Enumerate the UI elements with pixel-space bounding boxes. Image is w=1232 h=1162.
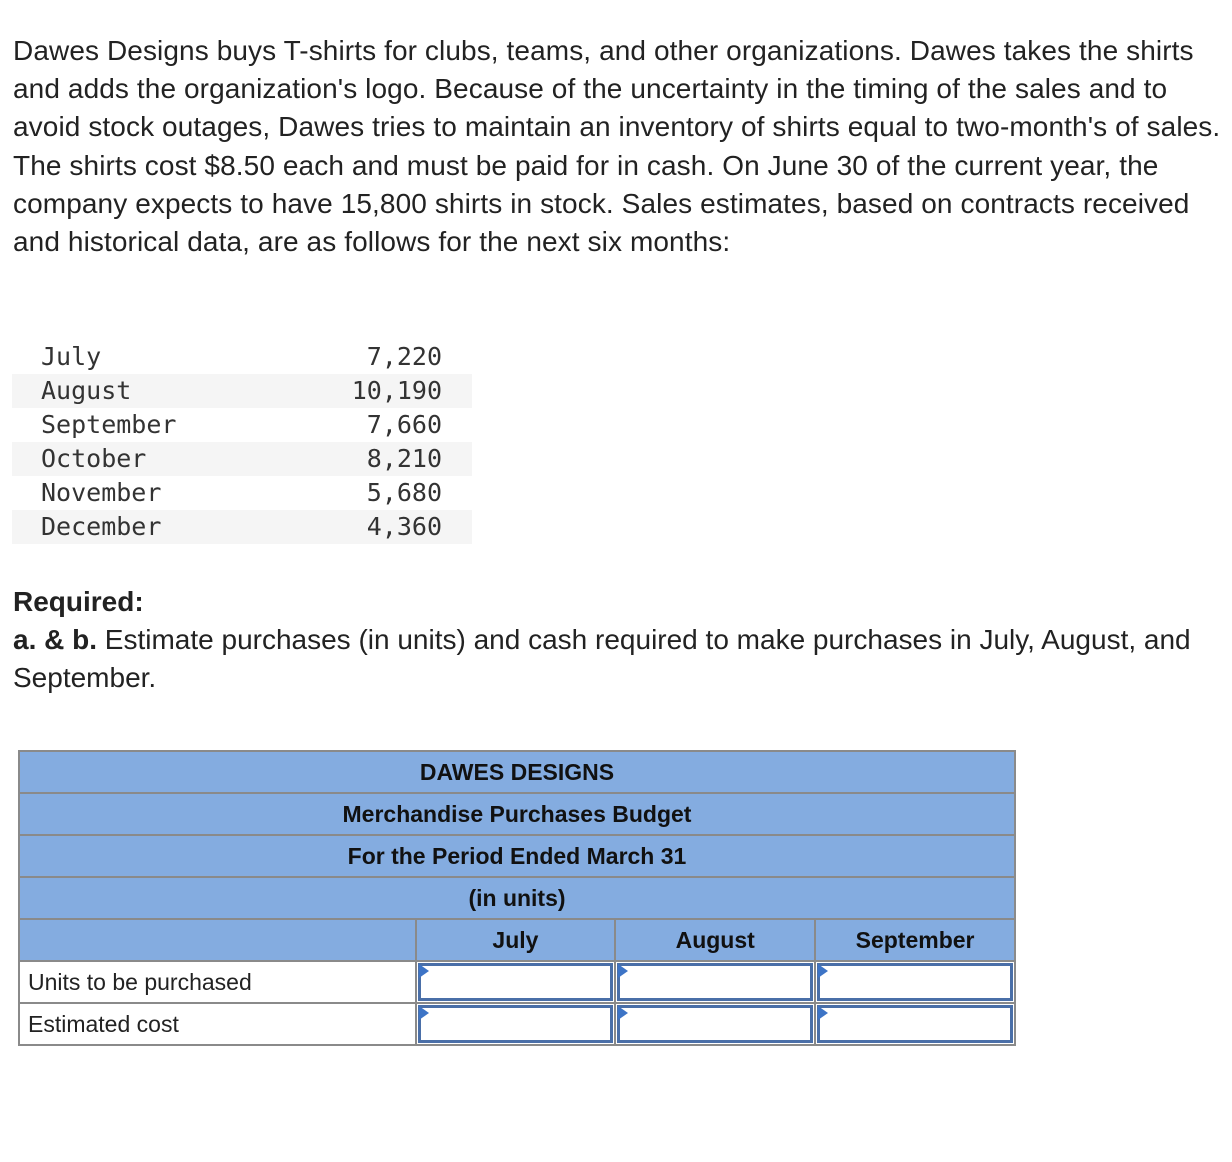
budget-period: For the Period Ended March 31: [19, 835, 1015, 877]
sales-month: August: [41, 376, 132, 405]
budget-title: Merchandise Purchases Budget: [19, 793, 1015, 835]
input-cell: [615, 961, 815, 1003]
budget-header-row: [19, 793, 1015, 835]
budget-units-note: (in units): [19, 877, 1015, 919]
input-marker-icon: [618, 1006, 628, 1020]
sales-month: July: [41, 342, 102, 371]
budget-header-row: [19, 751, 1015, 793]
units-september-input[interactable]: [820, 966, 1010, 998]
budget-header-row: [19, 877, 1015, 919]
input-cell: [416, 961, 616, 1003]
required-text: Estimate purchases (in units) and cash required to make purchases in July, August, and September.: [13, 624, 1191, 693]
budget-column-header-row: [19, 919, 1015, 961]
required-section: [13, 583, 1213, 697]
sales-row: [12, 340, 472, 374]
input-cell: [815, 1003, 1015, 1045]
budget-row-units: [19, 961, 1015, 1003]
budget-corner-cell: [19, 919, 416, 961]
sales-row: [12, 476, 472, 510]
column-header-july: July: [416, 919, 616, 961]
required-heading: Required:: [13, 586, 144, 617]
column-header-august: August: [615, 919, 815, 961]
cost-september-input[interactable]: [820, 1008, 1010, 1040]
input-marker-icon: [419, 964, 429, 978]
problem-intro: Dawes Designs buys T-shirts for clubs, teams, and other organizations. Dawes takes the shirts and adds the organization's logo. Because of the uncertainty in the timing of the sales and to avoid stock outages, Dawes tries to maintain an inventory of shirts equal to two-month's of sales. The shirts cost $8.50 each and must be paid for in cash. On June 30 of the current year, the company expects to have 15,800 shirts in stock. Sales estimates, based on contracts received and historical data, are as follows for the next six months:: [13, 35, 1221, 258]
sales-value: 7,220: [366, 342, 442, 371]
sales-estimates-table: [12, 340, 472, 544]
cost-august-input[interactable]: [620, 1008, 810, 1040]
input-cell: [416, 1003, 616, 1045]
input-marker-icon: [419, 1006, 429, 1020]
sales-value: 8,210: [366, 444, 442, 473]
sales-value: 5,680: [366, 478, 442, 507]
sales-value: 7,660: [366, 410, 442, 439]
budget-row-cost: [19, 1003, 1015, 1045]
sales-value: 4,360: [366, 512, 442, 541]
row-label-units: Units to be purchased: [19, 961, 416, 1003]
sales-month: October: [41, 444, 147, 473]
input-cell: [815, 961, 1015, 1003]
sales-row: [12, 374, 472, 408]
sales-row: [12, 408, 472, 442]
units-july-input[interactable]: [421, 966, 611, 998]
input-marker-icon: [818, 964, 828, 978]
purchases-budget-table: [18, 750, 1016, 1046]
column-header-september: September: [815, 919, 1015, 961]
units-august-input[interactable]: [620, 966, 810, 998]
input-cell: [615, 1003, 815, 1045]
budget-header-row: [19, 835, 1015, 877]
part-label: a. & b.: [13, 624, 98, 655]
budget-company: DAWES DESIGNS: [19, 751, 1015, 793]
sales-row: [12, 510, 472, 544]
sales-month: November: [41, 478, 162, 507]
input-marker-icon: [618, 964, 628, 978]
sales-row: [12, 442, 472, 476]
cost-july-input[interactable]: [421, 1008, 611, 1040]
sales-month: September: [41, 410, 177, 439]
required-question: [13, 621, 1213, 697]
sales-value: 10,190: [351, 376, 442, 405]
sales-month: December: [41, 512, 162, 541]
input-marker-icon: [818, 1006, 828, 1020]
row-label-cost: Estimated cost: [19, 1003, 416, 1045]
